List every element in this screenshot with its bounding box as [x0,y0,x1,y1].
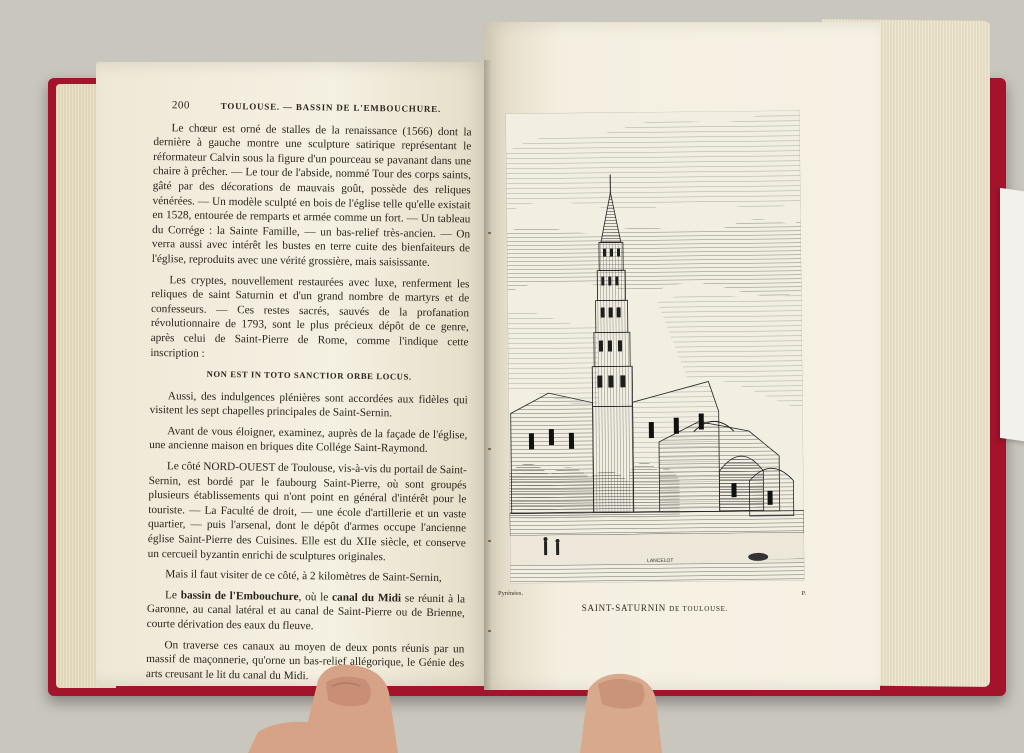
text-fragment: Le [164,589,178,602]
paragraph: On traverse ces canaux au moyen de deux ponts réunis par un massif de maçonnerie, qu'orne un bas-relief allégorique, le Génie des arts creusant le lit du canal du Midi. [145,638,465,682]
right-thumb [570,660,700,753]
bold-phrase: canal du Midi [331,591,402,605]
engraving-saint-saturnin [506,110,805,583]
text-fragment: , où le [298,590,329,604]
binding-thread [488,540,491,542]
bold-phrase: bassin de l'Embouchure [180,589,299,603]
paragraph: Aussi, des indulgences plénières sont accordées aux fidèles qui visitent les sept chapelles principales de Saint-Sernin. [149,389,468,420]
caption-right: P. [801,590,806,597]
text-fragment: se réunit à la Garonne, au canal latéral et au canal de Saint-Pierre ou de Brienne, courte dérivation des eaux du fleuve. [146,592,466,633]
left-thumb [248,660,428,753]
plate-title [508,603,802,613]
caption-row [498,590,806,597]
running-head-title: TOULOUSE. — BASSIN DE L'EMBOUCHURE. [220,100,442,115]
plate-title-main: SAINT-SATURNIN [581,603,667,613]
caption-left: Pyrénées. [498,590,524,597]
loose-paper-sheet [1000,188,1024,442]
left-page-text [146,98,472,692]
binding-thread [488,232,491,234]
engraver-signature: LANCELOT [647,557,674,565]
paragraph: Mais il faut visiter de ce côté, à 2 kilomètres de Saint-Sernin, [165,568,442,585]
paragraph: Les cryptes, nouvellement restaurées avec luxe, renferment les reliques de saint Saturnin et d'un grand nombre de martyrs et de confesseurs. — Ces restes sacrés, sauvés de la profanation révolutionnaire de 1793, sont le plus précieux dépôt de ce genre, après celui de Saint-Pierre de Rome, comme l'indique cette inscription : [150,273,470,360]
latin-inscription: NON EST IN TOTO SANCTIOR ORBE LOCUS. [206,368,412,382]
paragraph: Avant de vous éloigner, examinez, auprès de la façade de l'église, une ancienne maison en briques dite Collége Saint-Raymond. [149,425,468,456]
plate-title-sub: DE TOULOUSE. [669,605,729,613]
book-gutter [484,60,492,690]
paragraph: Le côté NORD-OUEST de Toulouse, vis-à-vis du portail de Saint-Sernin, est bordé par le faubourg Saint-Pierre, où sont groupés plusieurs établissements qui n'ont point en général d'intérêt pour le touriste. — La Faculté de droit, — une école d'artillerie et un vaste quartier, — puis l'arsenal, dont le dépôt d'armes occupe l'ancienne église Saint-Pierre des Cuisines. Elle est du XIIe siècle, et conserve un cercueil byzantin enrichi de sculptures originales. [147,460,467,563]
running-head [172,98,472,117]
binding-thread [488,630,491,632]
paragraph: Le chœur est orné de stalles de la renaissance (1566) dont la dernière à gauche montre une sculpture satirique représentant le réformateur Calvin sous la figure d'un pourceau se pavanant dans une chaire à prêcher. — Le tour de l'abside, nommé Tour des corps saints, gâté par des décorations de mauvais goût, possède des reliques vénérées. — Un modèle sculpté en bois de l'église telle qu'elle existait en 1528, entourée de remparts et armée comme un fort. — Un tableau du Corrége : la Sainte Famille, — un bas-relief très-ancien. — On verra aussi avec intérêt les bustes en terre cuite des bienfaiteurs de l'église, reproduits avec une vérité grossière, mais saisissante. [151,121,472,269]
page-number: 200 [171,99,190,112]
paragraph-embouchure [147,588,466,636]
binding-thread [488,448,491,450]
